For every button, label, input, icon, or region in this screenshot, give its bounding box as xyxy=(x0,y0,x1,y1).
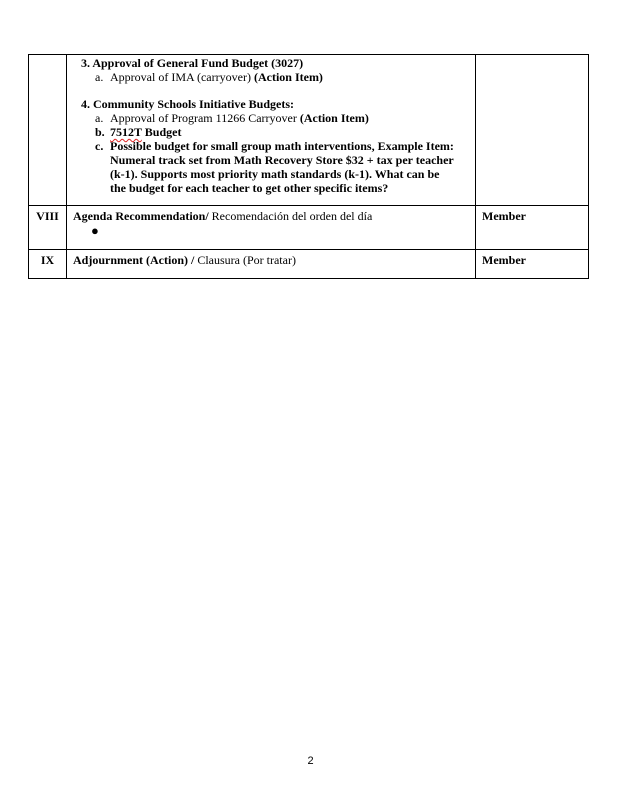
agenda-item-content xyxy=(67,250,476,279)
program-code: 7512T xyxy=(110,125,142,139)
row-number: VIII xyxy=(29,206,67,250)
action-item-tag: (Action Item) xyxy=(299,111,369,125)
list-item-text: Budget xyxy=(144,125,182,139)
agenda-item-content xyxy=(67,206,476,250)
list-marker: a. xyxy=(95,70,104,84)
agenda-item-title: Agenda Recommendation/ xyxy=(73,209,209,223)
row-number-cell xyxy=(29,55,67,206)
owner-cell xyxy=(476,55,589,206)
owner-cell: Member xyxy=(476,206,589,250)
row-number: IX xyxy=(29,250,67,279)
agenda-item-subtitle: Recomendación del orden del día xyxy=(211,209,373,223)
list-item xyxy=(73,111,475,125)
agenda-row-continuation xyxy=(29,55,589,206)
list-item xyxy=(73,70,475,84)
owner-cell: Member xyxy=(476,250,589,279)
page-number: 2 xyxy=(307,755,314,767)
section-heading: 4. Community Schools Initiative Budgets: xyxy=(81,97,295,111)
list-marker: b. xyxy=(95,125,105,139)
agenda-table xyxy=(28,54,589,279)
list-item-text: Approval of Program 11266 Carryover xyxy=(110,111,297,125)
list-marker: a. xyxy=(95,111,104,125)
section-heading: 3. Approval of General Fund Budget (3027) xyxy=(81,56,304,70)
agenda-row-ix xyxy=(29,250,589,279)
agenda-item-title: Adjournment (Action) / xyxy=(73,253,195,267)
list-item-text: Approval of IMA (carryover) xyxy=(110,70,251,84)
agenda-row-viii xyxy=(29,206,589,250)
action-item-tag: (Action Item) xyxy=(253,70,323,84)
list-marker: c. xyxy=(95,139,104,153)
agenda-item-subtitle: Clausura (Por tratar) xyxy=(197,253,296,267)
list-item xyxy=(73,125,475,139)
empty-bullet: ● xyxy=(91,223,99,238)
agenda-item-content xyxy=(67,55,476,206)
list-item xyxy=(73,139,475,195)
list-item-text: Possible budget for small group math interventions, Example Item: Numeral track set from Math Recovery Store $32 + tax per teacher (k-1). Supports most priority math standards (k-1). What can be the budget for each teacher to get other specific items? xyxy=(110,139,454,195)
